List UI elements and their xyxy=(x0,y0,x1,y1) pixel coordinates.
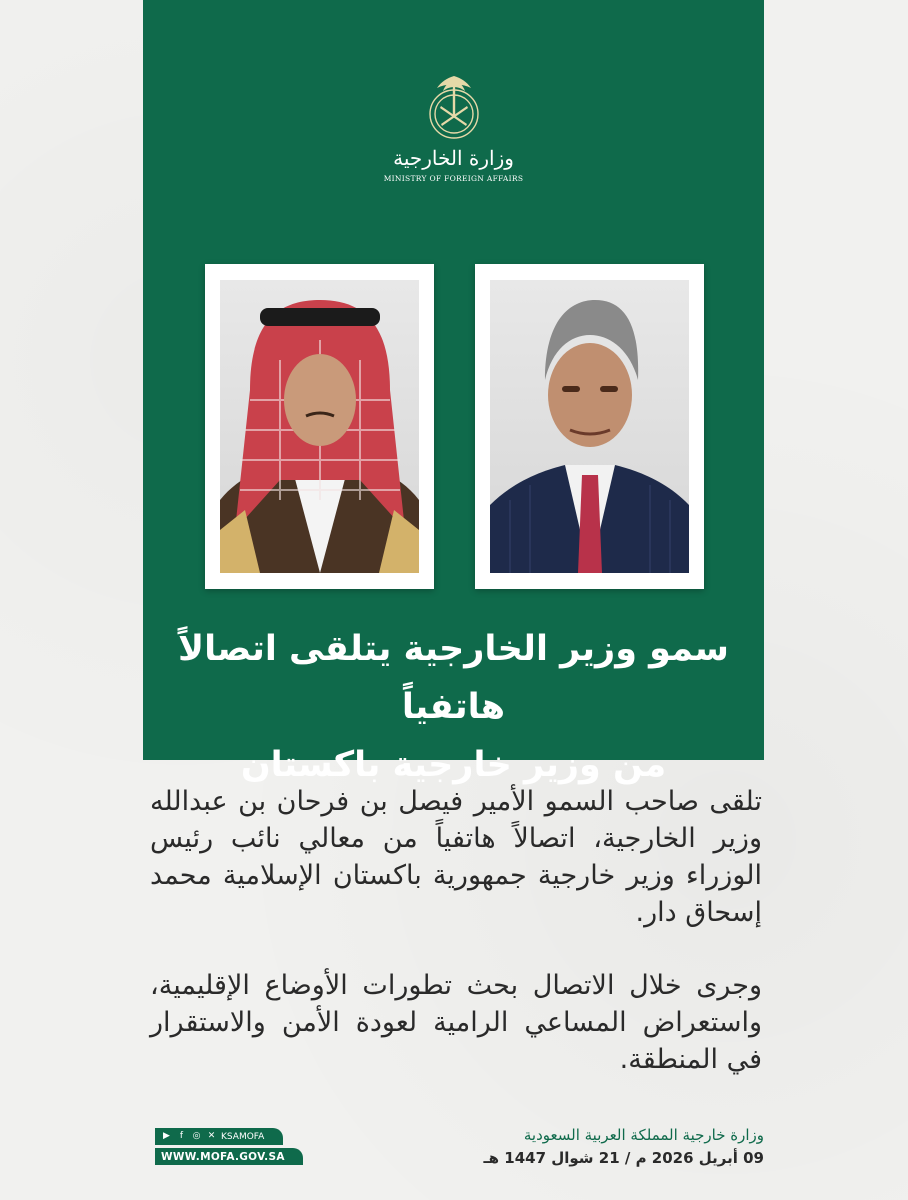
portrait-pakistani-minister xyxy=(490,280,689,573)
footer-date: 09 أبريل 2026 م / 21 شوال 1447 هـ xyxy=(483,1149,764,1167)
body-paragraph-1: تلقى صاحب السمو الأمير فيصل بن فرحان بن عبدالله وزير الخارجية، اتصالاً هاتفياً من معالي نائب رئيس الوزراء وزير خارجية جمهورية باكستان الإسلامية محمد إسحاق دار. xyxy=(150,786,762,928)
social-links-bar xyxy=(155,1128,283,1145)
headline-line-2: من وزير خارجية باكستان xyxy=(240,745,667,785)
footer-ministry-name: وزارة خارجية المملكة العربية السعودية xyxy=(523,1126,764,1144)
body-paragraph-2: وجرى خلال الاتصال بحث تطورات الأوضاع الإقليمية، واستعراض المساعي الرامية لعودة الأمن والاستقرار في المنطقة. xyxy=(150,970,762,1075)
photo-frame-saudi-minister xyxy=(205,264,434,589)
palm-swords-emblem-icon xyxy=(423,72,485,142)
youtube-icon[interactable]: ▶ xyxy=(163,1131,170,1141)
ministry-emblem xyxy=(143,72,764,207)
x-icon[interactable]: ✕ xyxy=(207,1131,216,1141)
news-body xyxy=(150,783,762,1114)
portrait-saudi-minister xyxy=(220,280,419,573)
facebook-icon[interactable]: f xyxy=(179,1131,184,1141)
footer-source xyxy=(444,1124,764,1170)
headline-line-1: سمو وزير الخارجية يتلقى اتصالاً هاتفياً xyxy=(178,629,729,727)
footer-social-block xyxy=(155,1128,305,1168)
photo-frame-pakistani-minister xyxy=(475,264,704,589)
ministry-name-arabic: وزارة الخارجية xyxy=(393,146,514,170)
instagram-icon[interactable]: ◎ xyxy=(192,1131,201,1141)
social-handle[interactable]: KSAMOFA xyxy=(221,1131,265,1142)
ministry-name-english: MINISTRY OF FOREIGN AFFAIRS xyxy=(383,174,524,183)
news-headline xyxy=(143,620,764,794)
website-link[interactable]: WWW.MOFA.GOV.SA xyxy=(155,1148,303,1165)
